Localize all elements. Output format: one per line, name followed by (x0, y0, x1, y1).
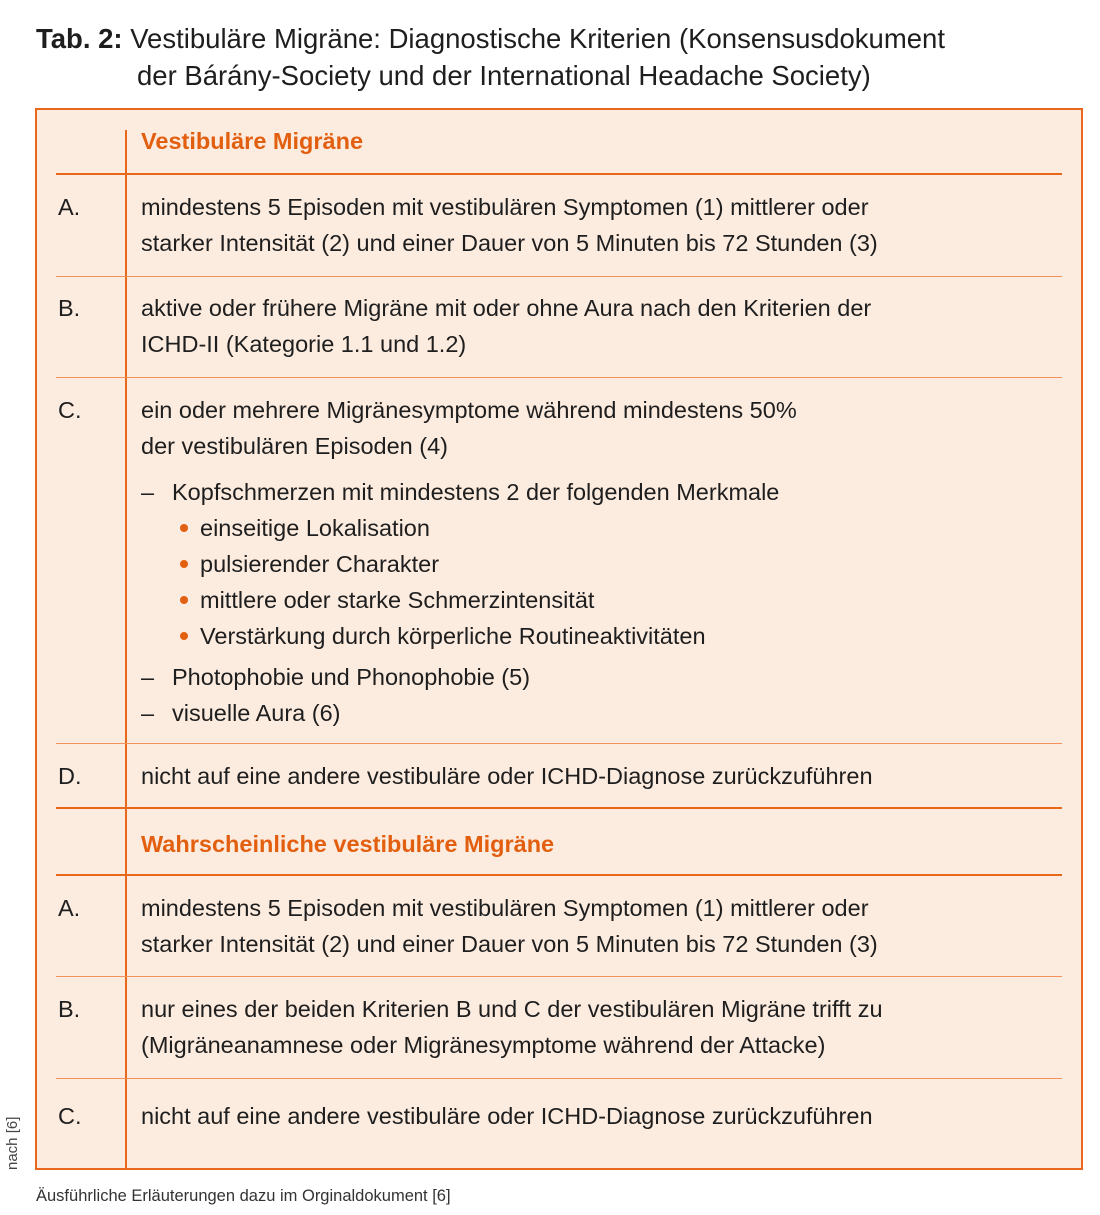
row-divider (56, 1078, 1062, 1079)
row-letter: A. (58, 194, 81, 220)
list-item (141, 659, 1051, 695)
criteria-table (35, 108, 1083, 1170)
dash-marker: – (141, 700, 155, 726)
row-divider (56, 173, 1062, 175)
row-text-line: der vestibulären Episoden (4) (141, 433, 448, 459)
row-text-line: nicht auf eine andere vestibuläre oder ICHD-Diagnose zurückzuführen (141, 763, 873, 789)
row-text (141, 189, 1051, 261)
row-text-line: mindestens 5 Episoden mit vestibulären Symptomen (1) mittlerer oder (141, 194, 869, 220)
list-item-text: mittlere oder starke Schmerzintensität (200, 587, 595, 613)
row-text-line: nur eines der beiden Kriterien B und C der vestibulären Migräne trifft zu (141, 996, 883, 1022)
row-letter: A. (58, 895, 81, 921)
list-item (141, 582, 1051, 618)
caption-label: Tab. 2: (36, 23, 123, 54)
row-text (141, 758, 1051, 794)
row-letter: C. (58, 1103, 82, 1129)
row-divider (56, 276, 1062, 277)
list-item (141, 618, 1051, 654)
source-note: nach [6] (4, 1116, 21, 1170)
caption-line-2: der Bárány-Society und der International Headache Society) (137, 60, 871, 91)
list-item-text: Photophobie und Phonophobie (5) (172, 664, 531, 690)
row-text-line: ICHD-II (Kategorie 1.1 und 1.2) (141, 331, 467, 357)
row-letter: B. (58, 996, 81, 1022)
row-text-line: starker Intensität (2) und einer Dauer von 5 Minuten bis 72 Stunden (3) (141, 931, 878, 957)
row-text (141, 991, 1051, 1063)
list-item-text: Kopfschmerzen mit mindestens 2 der folgenden Merkmale (172, 479, 780, 505)
row-text-line: nicht auf eine andere vestibuläre oder ICHD-Diagnose zurückzuführen (141, 1103, 873, 1129)
row-divider (56, 743, 1062, 744)
row-letter: C. (58, 397, 82, 423)
section-heading-probable-vestibular-migraine: Wahrscheinliche vestibuläre Migräne (141, 831, 555, 857)
row-text-line: mindestens 5 Episoden mit vestibulären Symptomen (1) mittlerer oder (141, 895, 869, 921)
list-item-text: einseitige Lokalisation (200, 515, 430, 541)
bullet-icon (180, 632, 188, 640)
row-divider (56, 377, 1062, 378)
bullet-icon (180, 524, 188, 532)
list-item (141, 474, 1051, 510)
row-text (141, 290, 1051, 362)
section-heading-vestibular-migraine: Vestibuläre Migräne (141, 128, 364, 154)
row-divider (56, 976, 1062, 977)
row-divider (56, 874, 1062, 876)
row-text (141, 1098, 1051, 1134)
row-letter: B. (58, 295, 81, 321)
list-item-text: Verstärkung durch körperliche Routineaktivitäten (200, 623, 706, 649)
column-divider (125, 130, 127, 1168)
caption-line-1: Vestibuläre Migräne: Diagnostische Kriterien (Konsensusdokument (130, 23, 945, 54)
symptom-list (141, 474, 1051, 731)
bullet-icon (180, 560, 188, 568)
list-item (141, 510, 1051, 546)
footnote: Äusführliche Erläuterungen dazu im Orginaldokument [6] (36, 1187, 451, 1205)
bullet-icon (180, 596, 188, 604)
row-divider (56, 807, 1062, 809)
list-item-text: visuelle Aura (6) (172, 700, 341, 726)
list-item (141, 546, 1051, 582)
row-text-line: (Migräneanamnese oder Migränesymptome während der Attacke) (141, 1032, 826, 1058)
row-text-line: ein oder mehrere Migränesymptome während mindestens 50% (141, 397, 797, 423)
row-text-line: starker Intensität (2) und einer Dauer von 5 Minuten bis 72 Stunden (3) (141, 230, 878, 256)
row-letter: D. (58, 763, 82, 789)
dash-marker: – (141, 479, 155, 505)
dash-marker: – (141, 664, 155, 690)
row-text (141, 890, 1051, 962)
row-text (141, 392, 1051, 731)
list-item-text: pulsierender Charakter (200, 551, 440, 577)
row-text-line: aktive oder frühere Migräne mit oder ohne Aura nach den Kriterien der (141, 295, 872, 321)
table-caption (36, 20, 1086, 94)
list-item (141, 695, 1051, 731)
